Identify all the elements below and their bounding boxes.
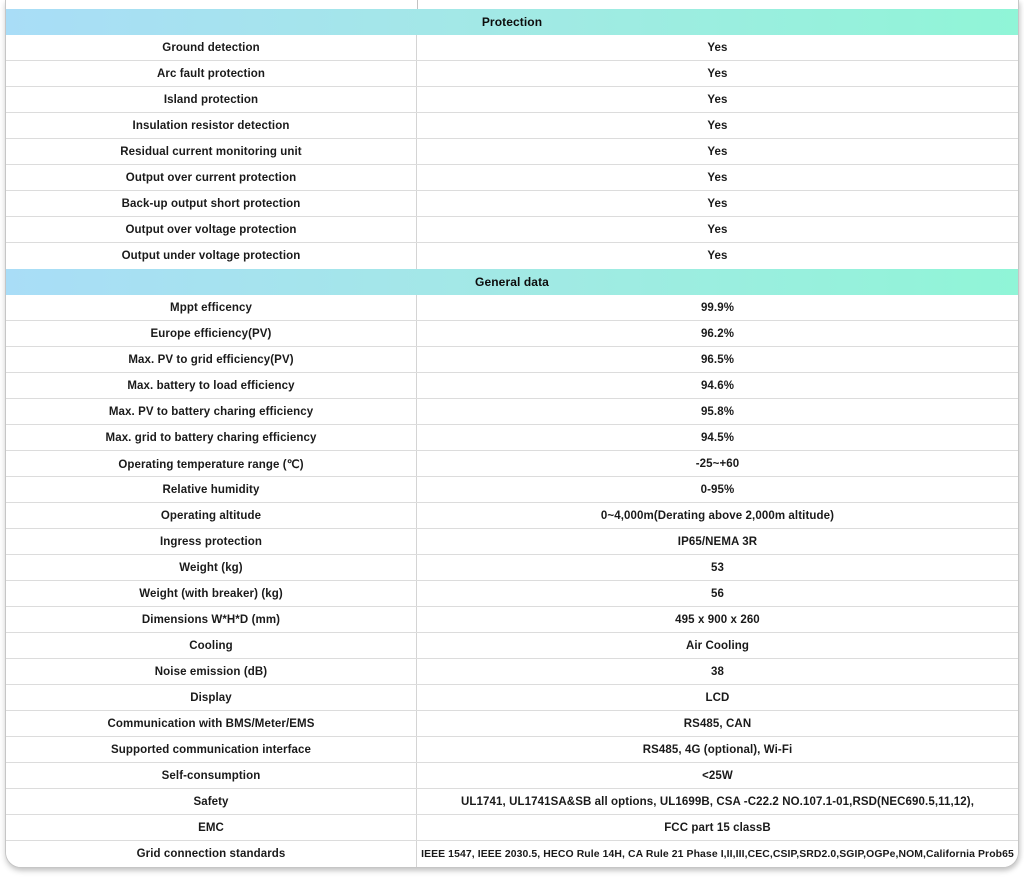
row-label: Supported communication interface <box>110 743 312 756</box>
row-value-cell <box>417 555 1018 580</box>
row-label-cell <box>6 139 417 164</box>
spec-section <box>6 269 1018 867</box>
row-value: 495 x 900 x 260 <box>675 613 760 626</box>
row-label: Relative humidity <box>162 483 260 496</box>
row-label: Mppt efficency <box>170 301 252 314</box>
spec-section <box>6 9 1018 269</box>
table-top-partial-row <box>6 0 1018 9</box>
table-row <box>6 841 1018 867</box>
table-row <box>6 789 1018 815</box>
row-value: 0-95% <box>700 483 735 496</box>
row-label-cell <box>6 529 417 554</box>
row-value: UL1741, UL1741SA&SB all options, UL1699B, CSA -C22.2 NO.107.1-01,RSD(NEC690.5,11,12), <box>461 795 974 808</box>
row-value: Yes <box>707 223 728 236</box>
row-label: Operating temperature range (℃) <box>118 458 304 471</box>
table-row <box>6 477 1018 503</box>
row-label-cell <box>6 763 417 788</box>
row-label: Max. PV to battery charing efficiency <box>108 405 314 418</box>
row-label: Weight (with breaker) (kg) <box>139 587 283 600</box>
row-label-cell <box>6 295 417 320</box>
row-label-cell <box>6 815 417 840</box>
row-value-cell <box>417 659 1018 684</box>
row-value-cell <box>417 425 1018 450</box>
row-label: Display <box>190 691 232 704</box>
row-value: Yes <box>707 67 728 80</box>
row-value: Yes <box>707 250 728 262</box>
row-label: Output under voltage protection <box>121 250 301 262</box>
table-row <box>6 763 1018 789</box>
row-value: RS485, CAN <box>683 717 752 730</box>
table-row <box>6 87 1018 113</box>
row-label-cell <box>6 685 417 710</box>
table-row <box>6 451 1018 477</box>
row-value: 0~4,000m(Derating above 2,000m altitude) <box>600 509 835 522</box>
table-row <box>6 321 1018 347</box>
row-value: 96.5% <box>700 353 735 366</box>
row-value-cell <box>417 373 1018 398</box>
table-row <box>6 737 1018 763</box>
row-label: Arc fault protection <box>156 67 266 80</box>
row-value: IEEE 1547, IEEE 2030.5, HECO Rule 14H, CA Rule 21 Phase I,II,III,CEC,CSIP,SRD2.0,SGIP,OGPe,NOM,California Prob65 <box>421 848 1014 860</box>
row-label-cell <box>6 711 417 736</box>
row-label: Noise emission (dB) <box>154 665 268 678</box>
row-value: Yes <box>707 171 728 184</box>
row-value-cell <box>417 399 1018 424</box>
row-label: EMC <box>198 821 224 834</box>
row-value-cell <box>417 347 1018 372</box>
table-row <box>6 581 1018 607</box>
row-label-cell <box>6 191 417 216</box>
table-row <box>6 243 1018 269</box>
row-value: 96.2% <box>700 327 735 340</box>
row-value-cell <box>417 61 1018 86</box>
table-row <box>6 529 1018 555</box>
row-value: 53 <box>711 561 724 574</box>
row-value: Yes <box>707 145 728 158</box>
row-label-cell <box>6 425 417 450</box>
row-value: Yes <box>707 93 728 106</box>
row-value-cell <box>417 503 1018 528</box>
table-row <box>6 165 1018 191</box>
spec-sections <box>6 9 1018 867</box>
spec-table-card <box>5 0 1019 868</box>
row-value-cell <box>417 607 1018 632</box>
partial-row-value-cell <box>418 0 1018 9</box>
row-label-cell <box>6 555 417 580</box>
table-row <box>6 555 1018 581</box>
row-label: Weight (kg) <box>179 561 243 574</box>
row-label: Europe efficiency(PV) <box>150 327 272 340</box>
section-rows <box>6 295 1018 867</box>
row-value: IP65/NEMA 3R <box>677 535 758 548</box>
row-label: Ingress protection <box>159 535 263 548</box>
row-value-cell <box>417 295 1018 320</box>
table-row <box>6 113 1018 139</box>
row-value: 99.9% <box>700 301 735 314</box>
row-value-cell <box>417 633 1018 658</box>
row-label-cell <box>6 503 417 528</box>
row-label-cell <box>6 113 417 138</box>
row-value-cell <box>417 763 1018 788</box>
row-label: Dimensions W*H*D (mm) <box>141 613 281 626</box>
row-value-cell <box>417 35 1018 60</box>
row-value-cell <box>417 451 1018 476</box>
row-label-cell <box>6 633 417 658</box>
row-label: Safety <box>193 795 229 808</box>
row-label-cell <box>6 477 417 502</box>
row-label-cell <box>6 347 417 372</box>
row-label: Operating altitude <box>160 509 262 522</box>
row-value: 38 <box>711 665 724 678</box>
table-row <box>6 399 1018 425</box>
row-label: Max. PV to grid efficiency(PV) <box>128 353 294 366</box>
row-value: -25~+60 <box>695 457 740 470</box>
row-value-cell <box>417 685 1018 710</box>
row-value: RS485, 4G (optional), Wi-Fi <box>642 743 793 756</box>
row-value-cell <box>417 243 1018 269</box>
row-value: Air Cooling <box>685 639 750 652</box>
row-label-cell <box>6 841 417 867</box>
table-row <box>6 685 1018 711</box>
row-label-cell <box>6 399 417 424</box>
row-value-cell <box>417 217 1018 242</box>
row-value: 94.6% <box>700 379 735 392</box>
row-value-cell <box>417 529 1018 554</box>
row-value-cell <box>417 815 1018 840</box>
row-value: FCC part 15 classB <box>664 821 771 834</box>
row-label-cell <box>6 373 417 398</box>
section-rows <box>6 35 1018 269</box>
row-value-cell <box>417 789 1018 814</box>
row-value: <25W <box>702 769 733 782</box>
row-label: Cooling <box>189 639 233 652</box>
row-value-cell <box>417 191 1018 216</box>
row-value-cell <box>417 139 1018 164</box>
section-header: General data <box>6 269 1018 295</box>
partial-row-label-cell <box>6 0 418 9</box>
row-label: Residual current monitoring unit <box>120 145 302 158</box>
row-label: Communication with BMS/Meter/EMS <box>107 717 315 730</box>
row-label-cell <box>6 451 417 476</box>
row-label-cell <box>6 165 417 190</box>
row-value-cell <box>417 113 1018 138</box>
row-value-cell <box>417 87 1018 112</box>
row-value: LCD <box>705 691 730 704</box>
row-label-cell <box>6 737 417 762</box>
row-value-cell <box>417 477 1018 502</box>
row-label-cell <box>6 789 417 814</box>
row-label: Ground detection <box>162 41 260 54</box>
table-row <box>6 711 1018 737</box>
row-label-cell <box>6 581 417 606</box>
row-label-cell <box>6 35 417 60</box>
row-label: Max. battery to load efficiency <box>127 379 295 392</box>
row-label-cell <box>6 321 417 346</box>
row-value: Yes <box>707 41 728 54</box>
row-value: Yes <box>707 197 728 210</box>
row-label: Insulation resistor detection <box>132 119 290 132</box>
table-row <box>6 607 1018 633</box>
row-value: 94.5% <box>700 431 735 444</box>
row-value: 95.8% <box>700 405 735 418</box>
row-value-cell <box>417 737 1018 762</box>
table-row <box>6 425 1018 451</box>
row-label-cell <box>6 243 417 269</box>
table-row <box>6 633 1018 659</box>
table-row <box>6 35 1018 61</box>
table-row <box>6 373 1018 399</box>
row-value-cell <box>417 581 1018 606</box>
row-label: Max. grid to battery charing efficiency <box>105 431 317 444</box>
row-label: Self-consumption <box>161 769 261 782</box>
row-label-cell <box>6 61 417 86</box>
table-row <box>6 139 1018 165</box>
table-row <box>6 815 1018 841</box>
row-label: Grid connection standards <box>136 848 286 860</box>
table-row <box>6 347 1018 373</box>
row-label: Output over current protection <box>125 171 297 184</box>
table-row <box>6 295 1018 321</box>
row-label-cell <box>6 87 417 112</box>
row-label-cell <box>6 607 417 632</box>
table-row <box>6 61 1018 87</box>
row-label-cell <box>6 217 417 242</box>
row-label: Back-up output short protection <box>121 197 301 210</box>
table-row <box>6 217 1018 243</box>
table-row <box>6 659 1018 685</box>
section-header: Protection <box>6 9 1018 35</box>
table-row <box>6 191 1018 217</box>
row-label: Output over voltage protection <box>125 223 297 236</box>
row-label-cell <box>6 659 417 684</box>
row-value-cell <box>417 165 1018 190</box>
table-row <box>6 503 1018 529</box>
row-value-cell <box>417 711 1018 736</box>
row-value: 56 <box>711 587 724 600</box>
row-value: Yes <box>707 119 728 132</box>
row-value-cell <box>417 321 1018 346</box>
row-value-cell <box>417 841 1018 867</box>
row-label: Island protection <box>163 93 259 106</box>
